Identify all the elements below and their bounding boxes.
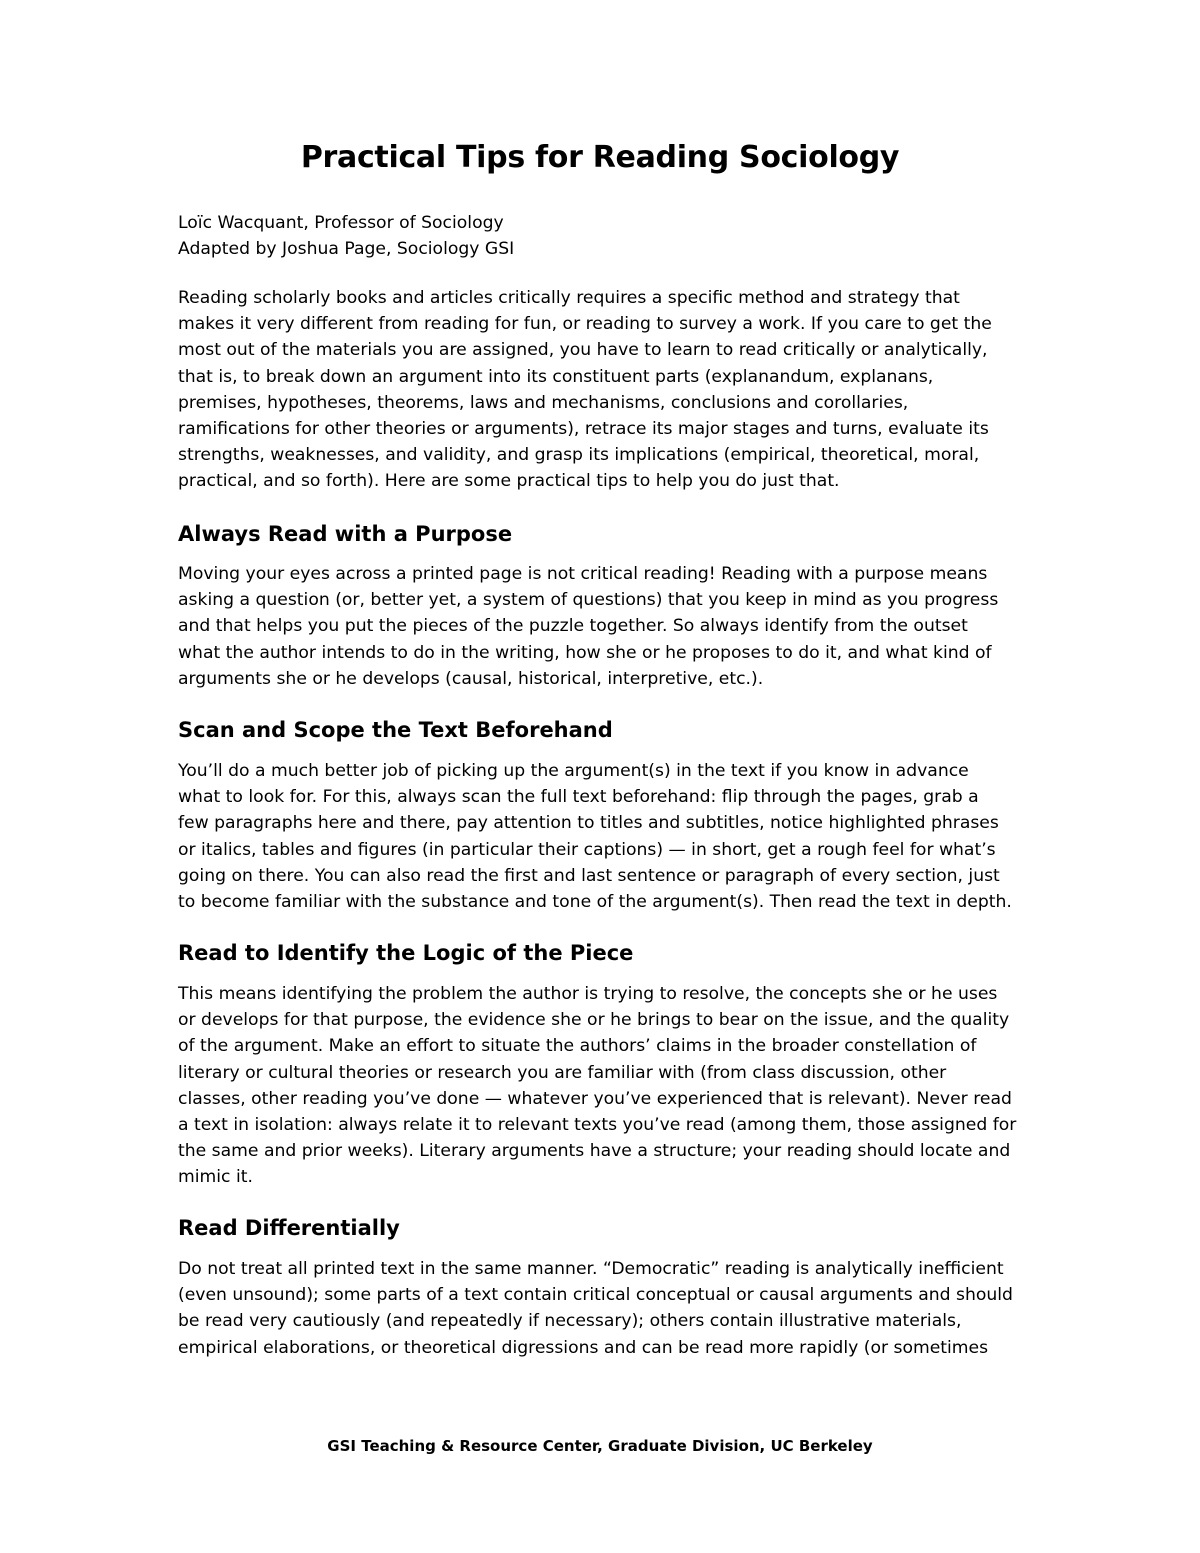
paragraph-line: of the argument. Make an effort to situate the authors’ claims in the broader constellation of bbox=[178, 1036, 977, 1057]
paragraph-line: Moving your eyes across a printed page is not critical reading! Reading with a purpose means bbox=[178, 564, 988, 584]
section-paragraph-read-with-purpose bbox=[178, 561, 1038, 692]
paragraph-line: or develops for that purpose, the evidence she or he brings to bear on the issue, and the quality bbox=[178, 1010, 1010, 1031]
paragraph-line: or italics, tables and figures (in particular their captions) — in short, get a rough feel for what’s bbox=[178, 839, 996, 860]
page-title: Practical Tips for Reading Sociology bbox=[300, 140, 900, 175]
paragraph-line: (even unsound); some parts of a text contain critical conceptual or causal arguments and should bbox=[178, 1285, 1013, 1306]
adapter-line: Adapted by Joshua Page, Sociology GSI bbox=[178, 239, 515, 259]
paragraph-line: practical, and so forth). Here are some practical tips to help you do just that. bbox=[178, 471, 840, 492]
paragraph-line: the same and prior weeks). Literary arguments have a structure; your reading should locate and bbox=[178, 1141, 1011, 1162]
paragraph-line: what to look for. For this, always scan the full text beforehand: flip through the pages, grab a bbox=[178, 787, 979, 808]
paragraph-line: literary or cultural theories or research you are familiar with (from class discussion, other bbox=[178, 1062, 947, 1083]
paragraph-line: Reading scholarly books and articles critically requires a specific method and strategy that bbox=[178, 288, 960, 308]
paragraph-line: be read very cautiously (and repeatedly if necessary); others contain illustrative materials, bbox=[178, 1311, 962, 1332]
paragraph-line: going on there. You can also read the first and last sentence or paragraph of every section, just bbox=[178, 865, 1000, 886]
intro-paragraph bbox=[178, 285, 1038, 495]
paragraph-line: This means identifying the problem the author is trying to resolve, the concepts she or he uses bbox=[178, 984, 998, 1004]
section-paragraph-logic-of-piece bbox=[178, 981, 1038, 1191]
author-line: Loïc Wacquant, Professor of Sociology bbox=[178, 213, 504, 233]
page-footer: GSI Teaching & Resource Center, Graduate Division, UC Berkeley bbox=[327, 1437, 873, 1455]
paragraph-line: Do not treat all printed text in the same manner. “Democratic” reading is analytically inefficient bbox=[178, 1259, 1004, 1279]
paragraph-line: that is, to break down an argument into its constituent parts (explanandum, explanans, bbox=[178, 366, 934, 387]
paragraph-line: to become familiar with the substance and tone of the argument(s). Then read the text in depth. bbox=[178, 892, 1012, 913]
paragraph-line: makes it very different from reading for fun, or reading to survey a work. If you care to get the bbox=[178, 314, 992, 335]
paragraph-line: most out of the materials you are assigned, you have to learn to read critically or analytically, bbox=[178, 340, 988, 361]
section-heading-scan-and-scope: Scan and Scope the Text Beforehand bbox=[178, 718, 613, 742]
section-heading-read-with-purpose: Always Read with a Purpose bbox=[178, 522, 513, 546]
paragraph-line: few paragraphs here and there, pay attention to titles and subtitles, notice highlighted phrases bbox=[178, 813, 999, 834]
paragraph-line: what the author intends to do in the writing, how she or he proposes to do it, and what kind of bbox=[178, 642, 992, 663]
section-paragraph-scan-and-scope bbox=[178, 758, 1038, 915]
paragraph-line: a text in isolation: always relate it to relevant texts you’ve read (among them, those assigned for bbox=[178, 1115, 1017, 1136]
paragraph-line: arguments she or he develops (causal, historical, interpretive, etc.). bbox=[178, 668, 764, 689]
section-heading-read-differentially: Read Differentially bbox=[178, 1216, 400, 1240]
paragraph-line: ramifications for other theories or arguments), retrace its major stages and turns, evaluate its bbox=[178, 419, 989, 440]
section-paragraph-read-differentially bbox=[178, 1256, 1038, 1361]
paragraph-line: and that helps you put the pieces of the puzzle together. So always identify from the outset bbox=[178, 616, 968, 637]
paragraph-line: You’ll do a much better job of picking up the argument(s) in the text if you know in advance bbox=[178, 761, 969, 781]
paragraph-line: classes, other reading you’ve done — whatever you’ve experienced that is relevant). Never read bbox=[178, 1088, 1012, 1109]
paragraph-line: premises, hypotheses, theorems, laws and mechanisms, conclusions and corollaries, bbox=[178, 392, 909, 413]
section-heading-logic-of-piece: Read to Identify the Logic of the Piece bbox=[178, 941, 634, 965]
paragraph-line: strengths, weaknesses, and validity, and grasp its implications (empirical, theoretical, moral, bbox=[178, 445, 980, 466]
paragraph-line: empirical elaborations, or theoretical digressions and can be read more rapidly (or sometimes bbox=[178, 1337, 989, 1358]
byline bbox=[178, 210, 1038, 262]
paragraph-line: asking a question (or, better yet, a system of questions) that you keep in mind as you progress bbox=[178, 590, 999, 611]
paragraph-line: mimic it. bbox=[178, 1167, 253, 1188]
